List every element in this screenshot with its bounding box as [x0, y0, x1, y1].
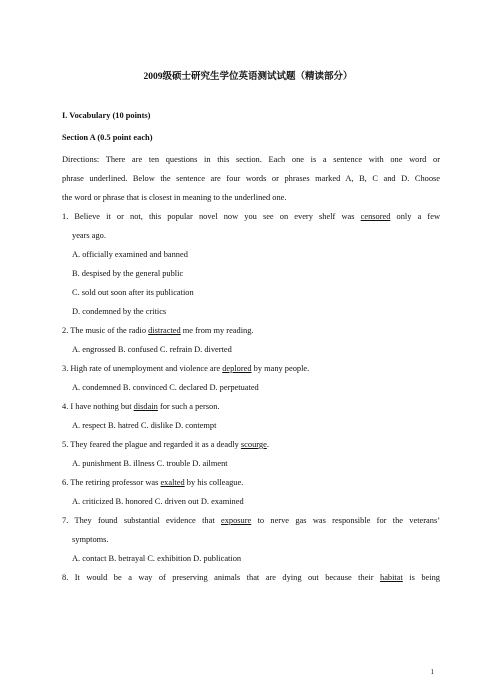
content-body — [62, 110, 440, 584]
option-a: A. officially examined and banned — [72, 250, 188, 259]
underlined-word: deplored — [222, 364, 252, 373]
question-stem — [62, 477, 440, 489]
option-d: D. condemned by the critics — [72, 307, 167, 316]
question-stem — [62, 363, 440, 375]
options-line: A. punishment B. illness C. trouble D. ailment — [72, 459, 228, 468]
underlined-word: scourge — [240, 440, 267, 449]
question-8 — [62, 572, 440, 584]
stem-text: 4. I have nothing but — [62, 402, 134, 411]
subsection-heading: Section A (0.5 point each) — [62, 133, 153, 142]
section-heading: I. Vocabulary (10 points) — [62, 111, 151, 120]
options-line: A. engrossed B. confused C. refrain D. diverted — [72, 345, 232, 354]
option-c: C. sold out soon after its publication — [72, 288, 194, 297]
stem-text: 3. High rate of unemployment and violence are — [62, 364, 223, 373]
question-4 — [62, 401, 440, 432]
directions-line: the word or phrase that is closest in meaning to the underlined one. — [62, 193, 287, 202]
question-7 — [62, 515, 440, 565]
options-line: A. criticized B. honored C. driven out D. examined — [72, 497, 244, 506]
stem-text: 1. Believe it or not, this popular novel now you see on every shelf was — [62, 212, 361, 221]
stem-text: me from my reading. — [180, 326, 254, 335]
stem-continuation: years ago. — [72, 231, 106, 240]
stem-text: 5. They feared the plague and regarded it as a deadly — [62, 440, 241, 449]
question-2 — [62, 325, 440, 356]
question-stem — [62, 515, 440, 527]
stem-text: 2. The music of the radio — [62, 326, 149, 335]
question-stem — [62, 439, 440, 451]
directions-line: phrase underlined. Below the sentence are four words or phrases marked A, B, C and D. Choose — [62, 174, 440, 183]
directions-line: Directions: There are ten questions in this section. Each one is a sentence with one word or — [62, 155, 440, 164]
underlined-word: exposure — [221, 516, 252, 525]
question-stem — [62, 325, 440, 337]
page-title: 2009级硕士研究生学位英语测试试题（精读部分） — [143, 72, 353, 82]
options-line: A. respect B. hatred C. dislike D. contempt — [72, 421, 217, 430]
question-6 — [62, 477, 440, 508]
underlined-word: disdain — [133, 402, 158, 411]
question-stem — [62, 211, 440, 223]
stem-continuation: symptoms. — [72, 535, 109, 544]
stem-text: is being — [402, 573, 440, 582]
underlined-word: habitat — [380, 573, 403, 582]
stem-text: for such a person. — [157, 402, 220, 411]
underlined-word: exalted — [160, 478, 185, 487]
stem-text: only a few — [390, 212, 440, 221]
question-1 — [62, 211, 440, 318]
stem-text: 7. They found substantial evidence that — [62, 516, 221, 525]
directions — [62, 154, 440, 204]
page-number: 1 — [430, 668, 434, 676]
options-line: A. contact B. betrayal C. exhibition D. publication — [72, 554, 242, 563]
stem-text: 6. The retiring professor was — [62, 478, 161, 487]
option-b: B. despised by the general public — [72, 269, 184, 278]
question-3 — [62, 363, 440, 394]
stem-text: to nerve gas was responsible for the veterans’ — [251, 516, 440, 525]
underlined-word: censored — [360, 212, 391, 221]
question-5 — [62, 439, 440, 470]
question-stem — [62, 401, 440, 413]
stem-text: 8. It would be a way of preserving animals that are dying out because their — [62, 573, 381, 582]
stem-text: by many people. — [251, 364, 310, 373]
question-stem — [62, 572, 440, 584]
stem-text: . — [266, 440, 269, 449]
underlined-word: distracted — [148, 326, 181, 335]
stem-text: by his colleague. — [184, 478, 244, 487]
options-line: A. condemned B. convinced C. declared D. perpetuated — [72, 383, 259, 392]
